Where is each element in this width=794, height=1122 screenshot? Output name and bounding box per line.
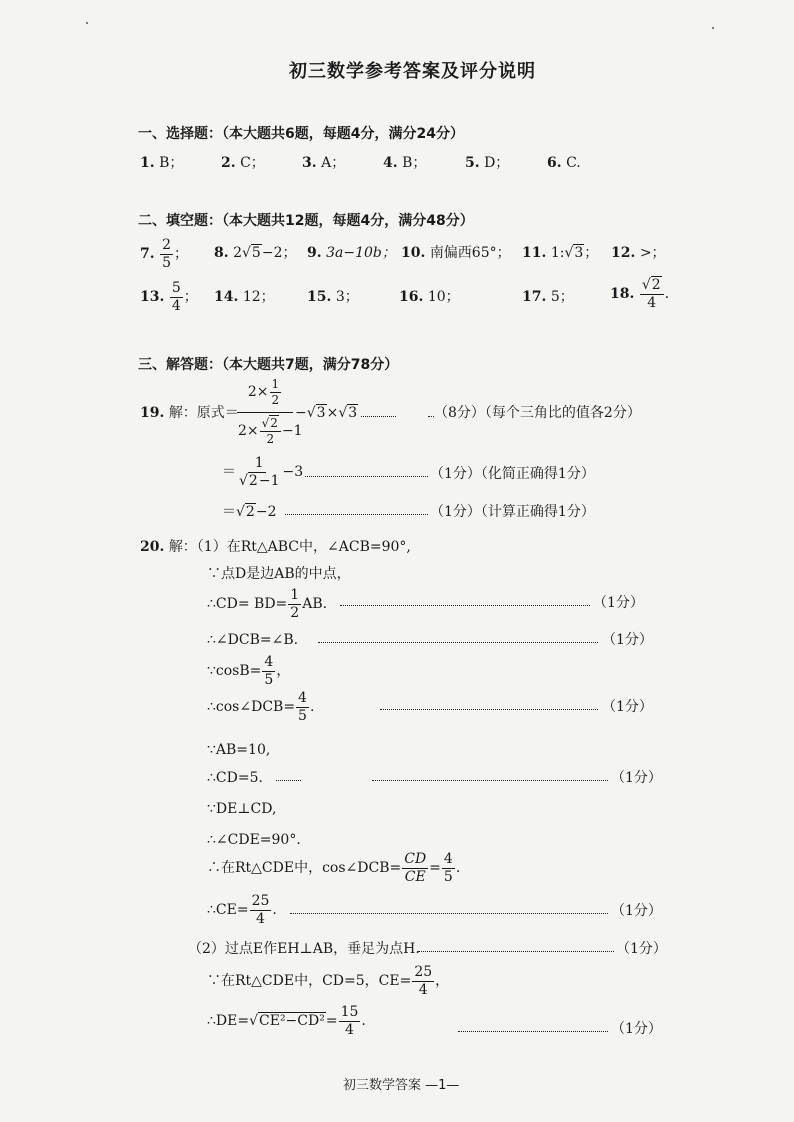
q20-leader-3 bbox=[380, 709, 598, 710]
q20-score-5: （1分） bbox=[611, 903, 662, 919]
page-title: 初三数学参考答案及评分说明 bbox=[289, 61, 536, 82]
q20-line-cd5: ∴CD=5. bbox=[207, 770, 263, 786]
q18-answer: 18. $\frac{√2}{4}$ . bbox=[610, 277, 670, 311]
q12-answer: 12. >； bbox=[611, 245, 666, 261]
q10-answer: 10. 南偏西65°； bbox=[401, 245, 511, 261]
q19-big-denominator: 2× $\frac{√2}{2}$ −1 bbox=[238, 416, 303, 446]
q20-line-midpoint: ∵点D是边AB的中点， bbox=[207, 566, 351, 582]
q20-line-angle-cde: ∴∠CDE=90°. bbox=[207, 832, 301, 848]
q1-answer: 1. B； bbox=[140, 155, 184, 171]
q20-line-ab: ∵AB=10, bbox=[207, 742, 271, 758]
q20-leader-4b bbox=[372, 780, 608, 781]
scan-speck bbox=[86, 22, 88, 24]
q19-line3: ＝√2−2 bbox=[222, 504, 277, 520]
q20-leader-1 bbox=[340, 605, 590, 606]
q17-answer: 17. 5； bbox=[522, 289, 574, 305]
q11-answer: 11. 1:√3； bbox=[522, 245, 599, 261]
q19-line1: 19. 解：原式＝ bbox=[140, 405, 239, 421]
q5-answer: 5. D； bbox=[465, 155, 510, 171]
q14-answer: 14. 12； bbox=[214, 289, 275, 305]
q20-line-cd-bd: ∴CD= BD= $\frac{1}{2}$ AB. bbox=[207, 587, 328, 621]
q19-tail: −√3×√3 bbox=[295, 405, 358, 421]
q20-intro: 20. 解：（1）在Rt△ABC中，∠ACB=90°, bbox=[140, 539, 411, 555]
q20-leader-6 bbox=[418, 951, 614, 952]
q19-score-1: （8分）（每个三角比的值各2分） bbox=[434, 405, 641, 421]
q2-answer: 2. C； bbox=[221, 155, 265, 171]
q20-leader-5 bbox=[290, 913, 608, 914]
q19-leader-2 bbox=[305, 476, 428, 477]
q20-score-6: （1分） bbox=[616, 941, 667, 957]
q20-line-angle-eq: ∴∠DCB=∠B. bbox=[207, 632, 299, 648]
q20-part2-line2: ∴DE=√CE²−CD²= $\frac{15}{4}$ . bbox=[207, 1004, 366, 1038]
q20-leader-7 bbox=[458, 1031, 608, 1032]
q6-answer: 6. C. bbox=[547, 155, 581, 171]
section-1-heading: 一、选择题：（本大题共6题，每题4分，满分24分） bbox=[138, 126, 464, 142]
q19-fraction-bar bbox=[237, 412, 293, 413]
q20-score-1: （1分） bbox=[593, 595, 644, 611]
section-2-heading: 二、填空题：（本大题共12题，每题4分，满分48分） bbox=[138, 213, 474, 229]
q13-answer: 13. $\frac{5}{4}$ ； bbox=[140, 280, 198, 314]
q20-score-3: （1分） bbox=[602, 699, 653, 715]
q20-line-cosb: ∵cosB= $\frac{4}{5}$ ， bbox=[207, 654, 291, 688]
q8-answer: 8. 2√5−2； bbox=[214, 245, 297, 261]
q20-leader-4a bbox=[276, 780, 301, 781]
q19-score-2: （1分）（化简正确得1分） bbox=[430, 466, 595, 482]
q19-leader-1a bbox=[361, 416, 396, 417]
q20-score-4: （1分） bbox=[611, 770, 662, 786]
q16-answer: 16. 10； bbox=[399, 289, 460, 305]
q19-big-numerator: 2× $\frac{1}{2}$ bbox=[247, 377, 280, 407]
q19-line2: ＝ $\frac{1}{√2-1}$ −3 bbox=[222, 455, 304, 489]
q7-answer: 7. $\frac{2}{5}$ ； bbox=[140, 237, 188, 271]
q20-score-7: （1分） bbox=[611, 1021, 662, 1037]
q9-answer: 9. 3a−10b； bbox=[307, 245, 396, 261]
q20-part2-intro: （2）过点E作EH⊥AB，垂足为点H. bbox=[188, 941, 420, 957]
q20-line-de-perp: ∵DE⊥CD, bbox=[207, 801, 277, 817]
q15-answer: 15. 3； bbox=[307, 289, 359, 305]
q20-line-cos-ratio: ∴在Rt△CDE中，cos∠DCB= $\frac{CD}{CE}$ = $\frac{4}{5}$ . bbox=[207, 851, 461, 885]
q3-answer: 3. A； bbox=[302, 155, 346, 171]
q20-leader-2 bbox=[318, 642, 598, 643]
page-footer: 初三数学答案 —1— bbox=[343, 1078, 460, 1093]
q20-line-cos-dcb: ∴cos∠DCB= $\frac{4}{5}$ . bbox=[207, 690, 315, 724]
q19-leader-3 bbox=[285, 514, 428, 515]
q20-part2-line1: ∵在Rt△CDE中，CD=5，CE= $\frac{25}{4}$ ， bbox=[207, 964, 450, 998]
scan-speck bbox=[712, 27, 714, 29]
q19-score-3: （1分）（计算正确得1分） bbox=[430, 504, 595, 520]
q20-score-2: （1分） bbox=[602, 632, 653, 648]
q4-answer: 4. B； bbox=[383, 155, 427, 171]
section-3-heading: 三、解答题：（本大题共7题，满分78分） bbox=[138, 357, 399, 373]
q20-line-ce: ∴CE= $\frac{25}{4}$ . bbox=[207, 893, 277, 927]
